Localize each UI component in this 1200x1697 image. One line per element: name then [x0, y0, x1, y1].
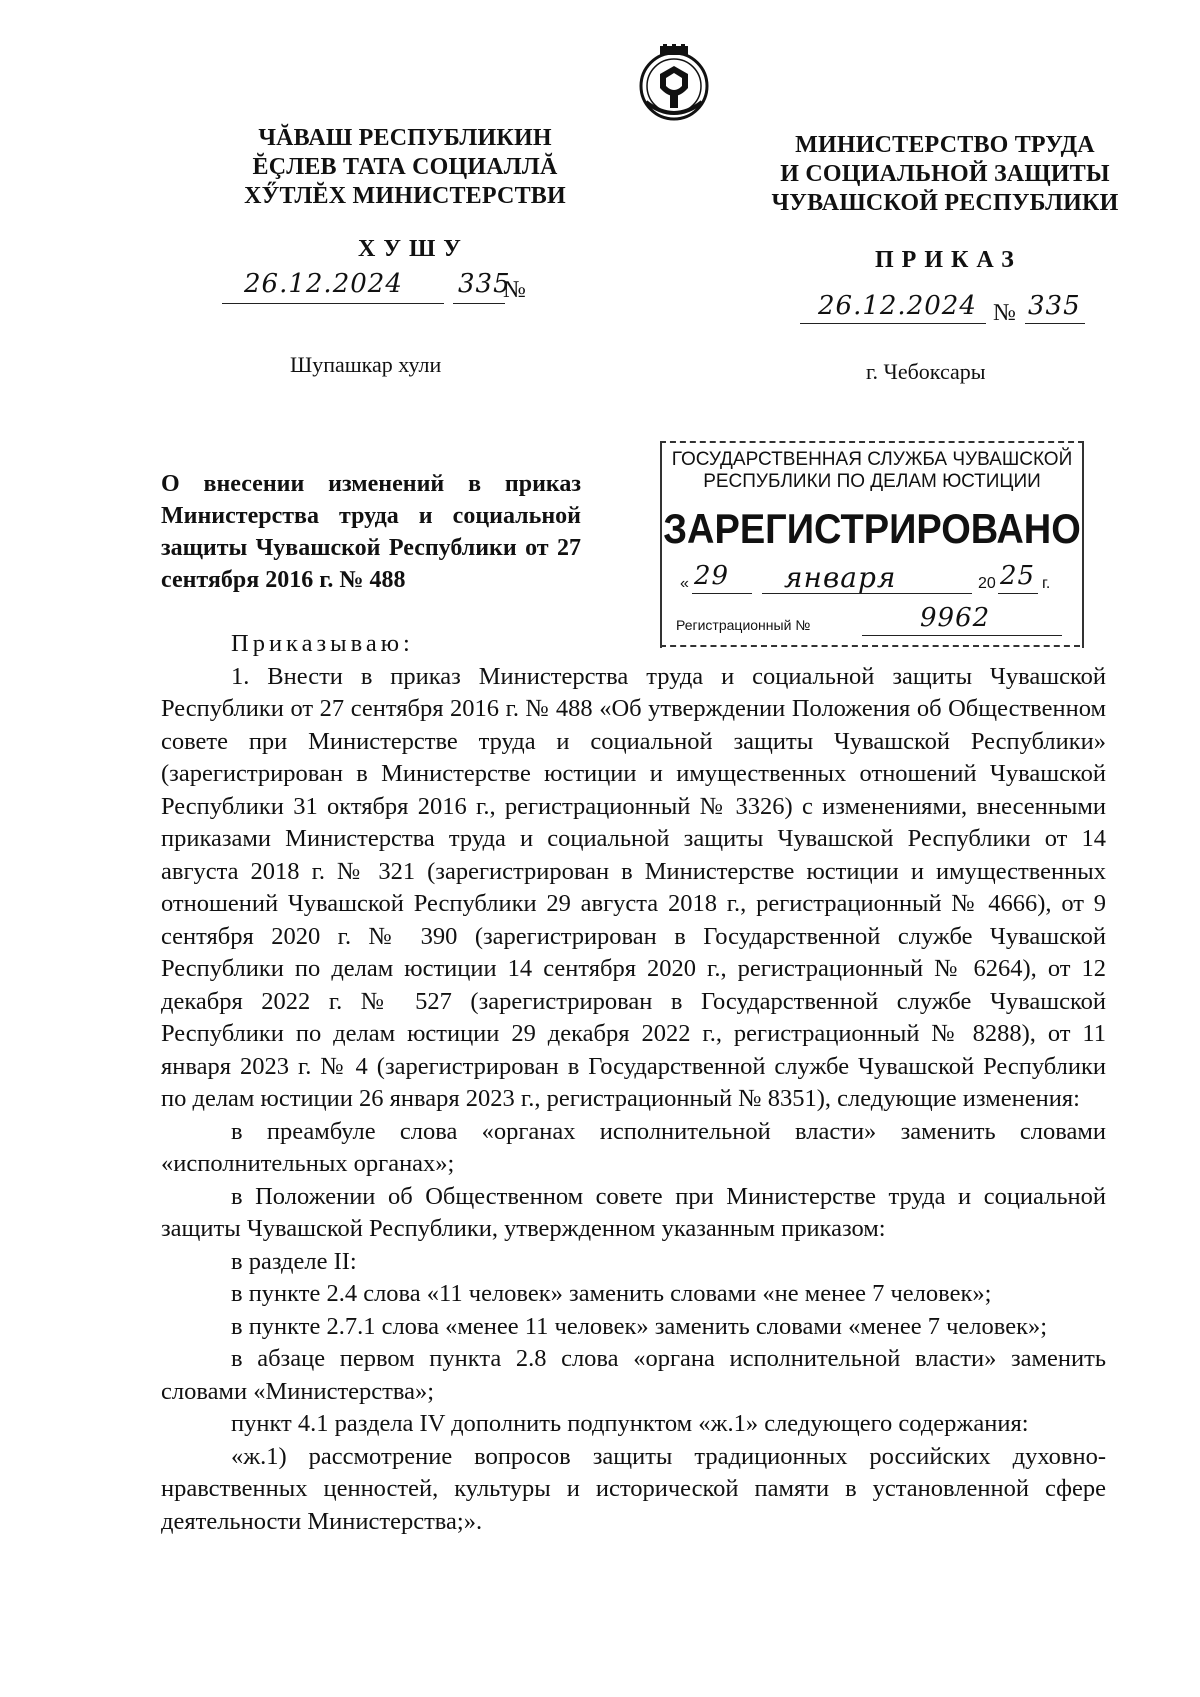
body-paragraph: в абзаце первом пункта 2.8 слова «органа исполнительной власти» заменить словами «Министерства»;	[161, 1345, 1106, 1405]
date-handwritten-left: 26.12.2024	[244, 269, 403, 299]
date-line-right	[800, 323, 986, 324]
number-line-left	[453, 303, 505, 304]
stamp-year-handwritten: 25	[1000, 561, 1036, 591]
stamp-year-line	[998, 593, 1038, 594]
body-paragraph: 1. Внести в приказ Министерства труда и социальной защиты Чувашской Республики от 27 сентября 2016 г. № 488 «Об утверждении Положения об Общественном совете при Министерстве труда и социальной защиты Чувашской Республики» (зарегистрирован в Министерстве юстиции и имущественных отношений Чувашской Республики 31 октября 2016 г., регистрационный № 3326) с изменениями, внесенными приказами Министерства труда и социальной защиты Чувашской Республики от 14 августа 2018 г. № 321 (зарегистрирован в Министерстве юстиции и имущественных отношений Чувашской Республики 29 августа 2018 г., регистрационный № 4666), от 9 сентября 2020 г. № 390 (зарегистрирован в Государственной службе Чувашской Республики по делам юстиции 14 сентября 2020 г., регистрационный № 6264), от 12 декабря 2022 г. № 527 (зарегистрирован в Государственной службе Чувашской Республики по делам юстиции 29 декабря 2022 г., регистрационный № 8288), от 11 января 2023 г. № 4 (зарегистрирован в Государственной службе Чувашской Республики по делам юстиции 26 января 2023 г., регистрационный № 8351), следующие изменения:	[161, 662, 1106, 1112]
ministry-name-russian-line-2: И СОЦИАЛЬНОЙ ЗАЩИТЫ	[780, 161, 1110, 187]
body-paragraph: в пункте 2.7.1 слова «менее 11 человек» заменить словами «менее 7 человек»;	[231, 1312, 1048, 1340]
body-paragraph: пункт 4.1 раздела IV дополнить подпунктом «ж.1» следующего содержания:	[231, 1410, 1029, 1437]
stamp-organization	[662, 449, 1082, 493]
ministry-name-chuvash-line-3: ХӲТЛĔХ МИНИСТЕРСТВИ	[244, 183, 566, 209]
number-sign-left: №	[503, 277, 526, 303]
stamp-organization-line-1: ГОСУДАРСТВЕННАЯ СЛУЖБА ЧУВАШСКОЙ	[671, 449, 1073, 470]
date-handwritten-right: 26.12.2024	[818, 291, 977, 321]
city-russian: г. Чебоксары	[866, 359, 986, 384]
body-paragraph: «ж.1) рассмотрение вопросов защиты традиционных российских духовно-нравственных ценностей, культуры и исторической памяти в установленной сфере деятельности Министерства;».	[161, 1442, 1106, 1535]
stamp-registration-label: Регистрационный №	[676, 617, 811, 633]
stamp-day-handwritten: 29	[694, 561, 730, 591]
stamp-organization-line-2: РЕСПУБЛИКИ ПО ДЕЛАМ ЮСТИЦИИ	[703, 471, 1041, 492]
number-handwritten-left: 335	[458, 269, 511, 299]
ministry-name-russian	[750, 131, 1140, 218]
stamp-day-line	[692, 593, 752, 594]
coat-of-arms-emblem	[636, 44, 712, 122]
stamp-month-line	[762, 593, 972, 594]
registration-stamp	[660, 441, 1084, 648]
body-paragraph: в преамбуле слова «органах исполнительной власти» заменить словами «исполнительных органах»;	[161, 1117, 1106, 1177]
document-body	[161, 628, 1106, 1538]
stamp-status: ЗАРЕГИСТРИРОВАНО	[663, 506, 1081, 554]
date-line-left	[222, 303, 444, 304]
stamp-month-handwritten: января	[784, 561, 897, 594]
stamp-registration-number-handwritten: 9962	[920, 603, 991, 633]
doc-type-russian: ПРИКАЗ	[875, 247, 1022, 273]
stamp-year-suffix: г.	[1042, 575, 1051, 592]
stamp-quote-open: «	[680, 575, 689, 592]
ministry-name-chuvash	[225, 124, 585, 211]
body-paragraph: в разделе II:	[231, 1247, 357, 1275]
number-sign-right: №	[993, 300, 1016, 326]
document-title: О внесении изменений в приказ Министерства труда и социальной защиты Чувашской Республики от 27 сентября 2016 г. № 488	[161, 471, 581, 593]
city-chuvash: Шупашкар хули	[290, 352, 442, 377]
ministry-name-russian-line-1: МИНИСТЕРСТВО ТРУДА	[795, 132, 1095, 158]
stamp-year-prefix: 20	[978, 575, 996, 592]
ministry-name-chuvash-line-1: ЧĂВАШ РЕСПУБЛИКИН	[258, 125, 552, 151]
body-paragraph: в Положении об Общественном совете при Министерстве труда и социальной защиты Чувашской Республики, утвержденном указанным приказом:	[161, 1182, 1106, 1242]
body-paragraph: в пункте 2.4 слова «11 человек» заменить словами «не менее 7 человек»;	[231, 1280, 992, 1307]
order-word: Приказываю:	[231, 630, 414, 657]
doc-type-chuvash: ХУШУ	[358, 236, 469, 262]
ministry-name-russian-line-3: ЧУВАШСКОЙ РЕСПУБЛИКИ	[771, 190, 1119, 216]
number-handwritten-right: 335	[1028, 291, 1081, 321]
ministry-name-chuvash-line-2: ĔÇЛЕВ ТАТА СОЦИАЛЛĂ	[252, 154, 558, 180]
number-line-right	[1025, 323, 1085, 324]
